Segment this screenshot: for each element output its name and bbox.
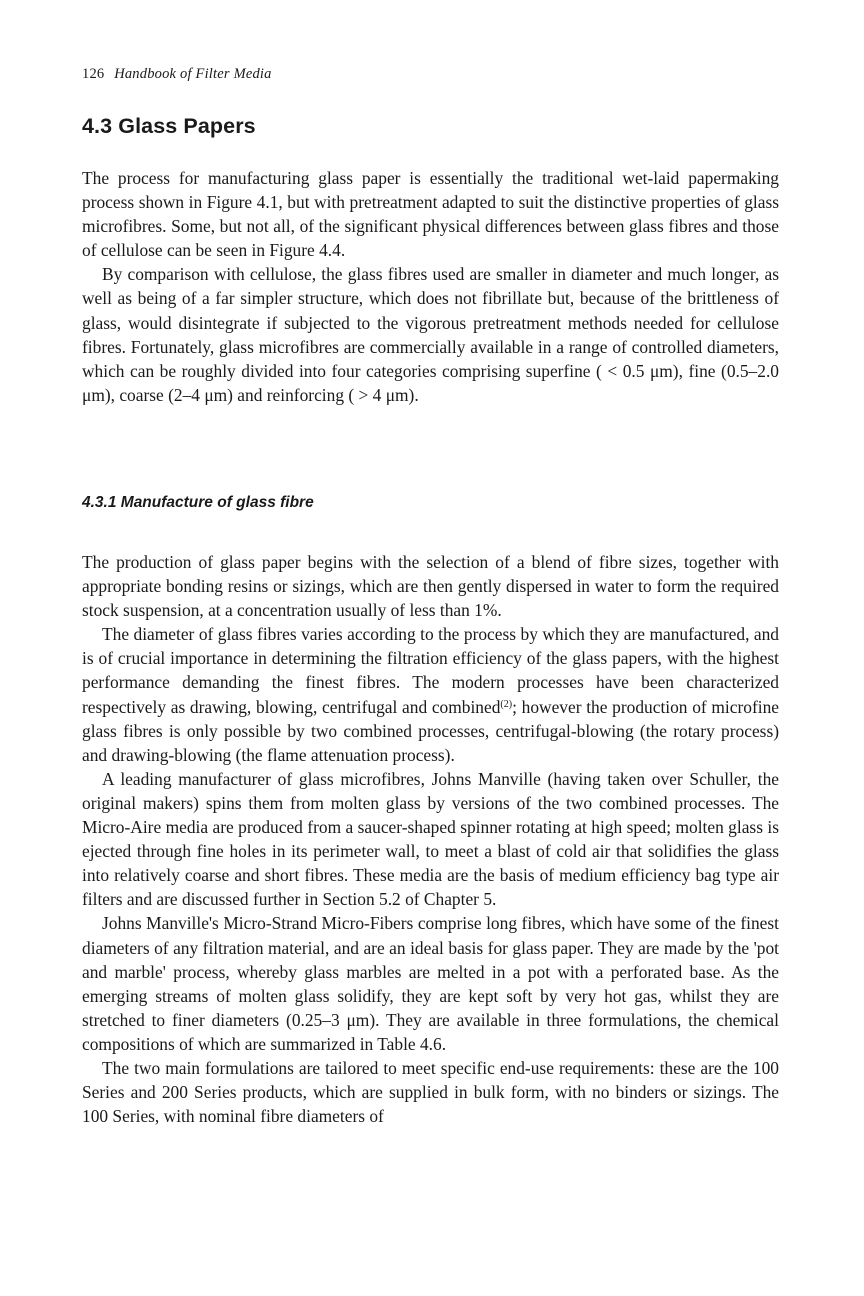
paragraph: A leading manufacturer of glass microfibres, Johns Manville (having taken over Schuller, the original makers) spins them from molten glass by versions of the two combined processes. The Micro-Aire media are produced from a saucer-shaped spinner rotating at high speed; molten glass is ejected through fine holes in its perimeter wall, to meet a blast of cold air that solidifies the glass into relatively coarse and short fibres. These media are the basis of medium efficiency bag type air filters and are discussed further in Section 5.2 of Chapter 5.: [82, 768, 779, 910]
section-heading: 4.3 Glass Papers: [82, 114, 256, 138]
paragraph: [82, 622, 779, 767]
paragraph: Johns Manville's Micro-Strand Micro-Fibers comprise long fibres, which have some of the finest diameters of any filtration material, and are an ideal basis for glass paper. They are made by the 'pot and marble' process, whereby glass marbles are melted in a pot with a perforated base. As the emerging streams of molten glass solidify, they are kept soft by very hot gas, whilst they are stretched to finer diameters (0.25–3 μm). They are available in three formulations, the chemical compositions of which are summarized in Table 4.6.: [82, 913, 779, 1054]
book-title: Handbook of Filter Media: [114, 66, 272, 82]
subsection-body: [82, 550, 779, 1128]
section-body: [82, 166, 779, 407]
paragraph: By comparison with cellulose, the glass fibres used are smaller in diameter and much longer, as well as being of a far simpler structure, which does not fibrillate but, because of the brittleness of glass, would disintegrate if subjected to the vigorous pretreatment methods needed for cellulose fibres. Fortunately, glass microfibres are commercially available in a range of controlled diameters, which can be roughly divided into four categories comprising superfine ( < 0.5 μm), fine (0.5–2.0 μm), coarse (2–4 μm) and reinforcing ( > 4 μm).: [82, 264, 779, 405]
paragraph: The production of glass paper begins with the selection of a blend of fibre sizes, together with appropriate bonding resins or sizings, which are then gently dispersed in water to form the required stock suspension, at a concentration usually of less than 1%.: [82, 552, 779, 621]
paragraph-text: The diameter of glass fibres varies according to the process by which they are manufactured, and is of crucial importance in determining the filtration efficiency of the glass papers, with the highest performance demanding the finest fibres. The modern processes have been characterized respectively as drawing, blowing, centrifugal and combined: [82, 624, 779, 717]
paragraph: The process for manufacturing glass paper is essentially the traditional wet-laid papermaking process shown in Figure 4.1, but with pretreatment adapted to suit the distinctive properties of glass microfibres. Some, but not all, of the significant physical differences between glass fibres and those of cellulose can be seen in Figure 4.4.: [82, 168, 779, 261]
subsection-heading: 4.3.1 Manufacture of glass fibre: [82, 494, 314, 511]
page-number: 126: [82, 66, 105, 82]
paragraph-text: ; however the production of microfine glass fibres is only possible by two combined processes, centrifugal-blowing (the rotary process) and drawing-blowing (the flame attenuation process).: [82, 696, 779, 765]
citation-ref: (2): [500, 698, 513, 710]
paragraph: The two main formulations are tailored to meet specific end-use requirements: these are the 100 Series and 200 Series products, which are supplied in bulk form, with no binders or sizings. The 100 Series, with nominal fibre diameters of: [82, 1057, 779, 1127]
running-header: [82, 66, 272, 83]
